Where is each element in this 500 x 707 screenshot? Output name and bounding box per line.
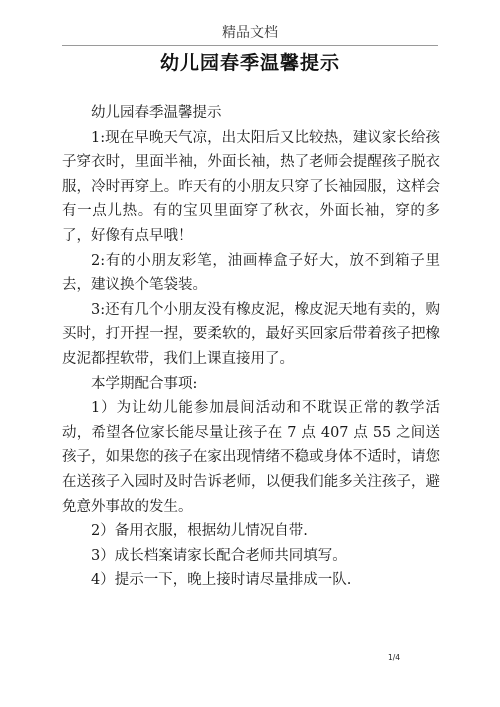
paragraph-matter-4: 4）提示一下，晚上接时请尽量排成一队. <box>91 572 352 589</box>
document-title: 幼儿园春季温馨提示 <box>159 52 340 74</box>
header-divider <box>62 45 438 46</box>
paragraph-matter-1: 1）为让幼儿能参加晨间活动和不耽误正常的教学活动，希望各位家长能尽量让孩子在 7 点 407 点 55 之间送孩子，如果您的孩子在家出现情绪不稳或身体不适时，请您在送孩子入园时及时告诉老师，以便我们能多关注孩子，避免意外事故的发生。 <box>62 400 440 515</box>
paragraph-subtitle: 幼儿园春季温馨提示 <box>91 105 222 121</box>
paragraph-item-1: 1:现在早晚天气凉，出太阳后又比较热，建议家长给孩子穿衣时，里面半袖，外面长袖，热了老师会提醒孩子脱衣服，冷时再穿上。昨天有的小朋友只穿了长袖园服，这样会有一点儿热。有的宝贝里面穿了秋衣，外面长袖，穿的多了，好像有点早哦！ <box>62 129 440 244</box>
header-label: 精品文档 <box>222 25 278 41</box>
document-body <box>62 101 440 593</box>
page-number: 1/4 <box>388 653 401 662</box>
paragraph-item-2: 2:有的小朋友彩笔，油画棒盒子好大，放不到箱子里去，建议换个笔袋装。 <box>62 252 440 294</box>
paragraph-matter-3: 3）成长档案请家长配合老师共同填写。 <box>91 547 347 564</box>
paragraph-matter-2: 2）备用衣服，根据幼儿情况自带. <box>91 523 308 540</box>
paragraph-section-heading: 本学期配合事项: <box>91 375 198 392</box>
paragraph-item-3: 3:还有几个小朋友没有橡皮泥，橡皮泥天地有卖的，购买时，打开捏一捏，要柔软的，最好买回家后带着孩子把橡皮泥都捏软带，我们上课直接用了。 <box>62 301 440 367</box>
